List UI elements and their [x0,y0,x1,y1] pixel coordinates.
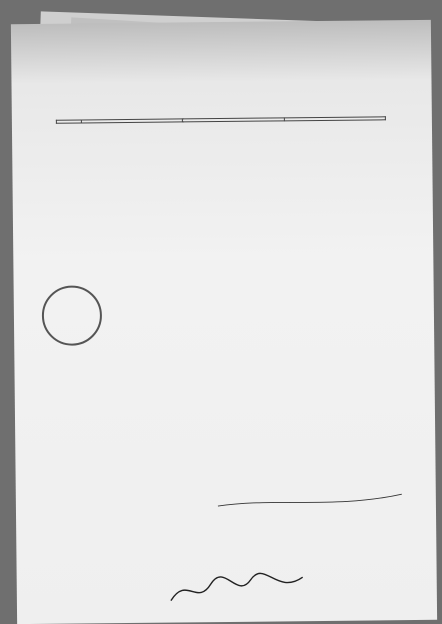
notary-signature-scribble [167,569,307,610]
dues-table [56,116,386,123]
header-description [81,119,182,123]
verification-underline-scribble [216,490,406,512]
table-header-row [56,117,385,123]
affidavit-page [11,20,437,624]
header-bank [183,118,284,122]
seal-text-top [44,293,100,294]
education-instruction [66,339,382,342]
seal-number [44,293,100,294]
header-amount [284,117,385,121]
notary-seal [42,285,103,346]
verification-text [37,434,389,438]
seal-text-bottom [44,293,100,294]
header-sno [56,120,81,123]
